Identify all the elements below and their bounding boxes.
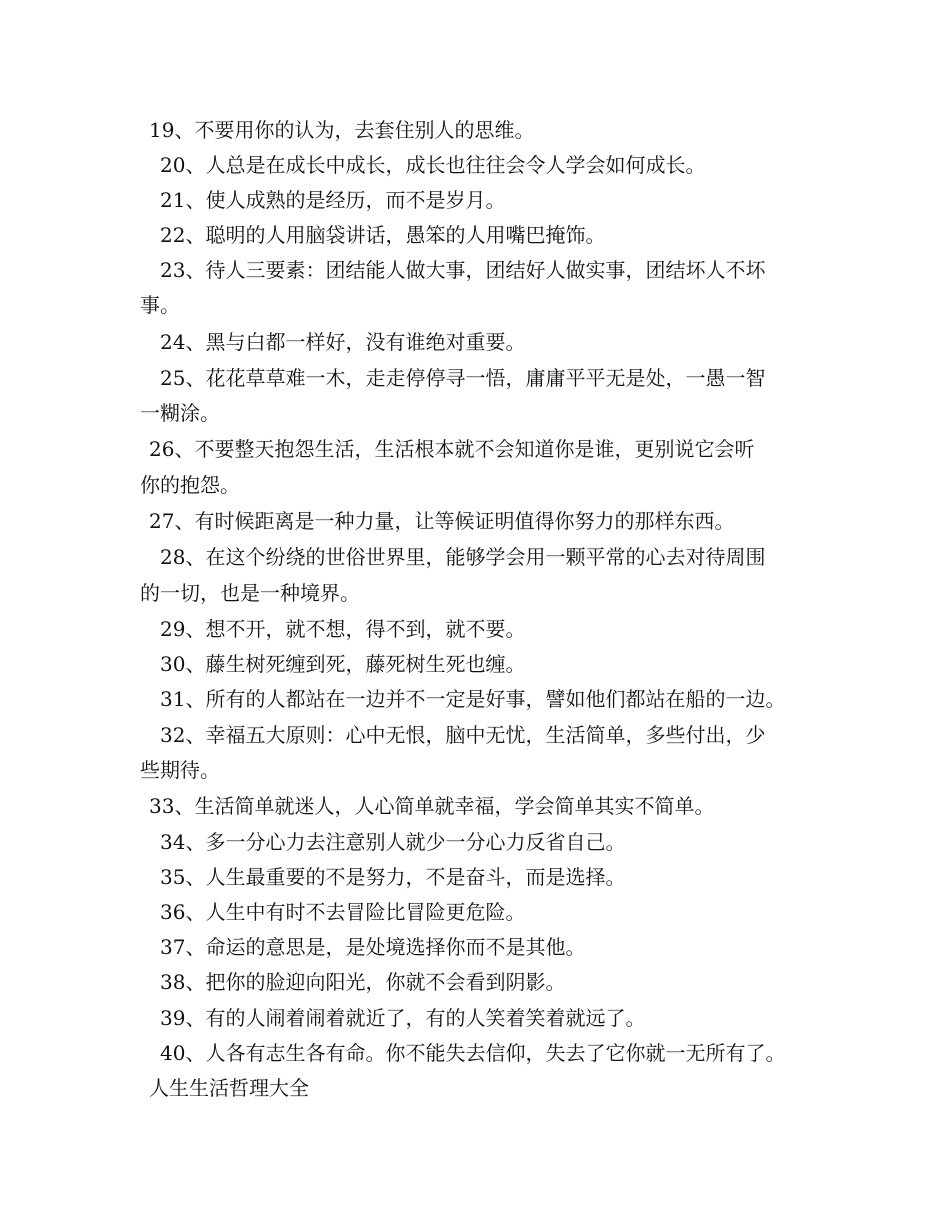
text-line: 29、想不开，就不想，得不到，就不要。 — [160, 617, 526, 641]
text-line: 25、花花草草难一木，走走停停寻一悟，庸庸平平无是处，一愚一智 — [160, 366, 766, 390]
text-line: 26、不要整天抱怨生活，生活根本就不会知道你是谁，更别说它会听 — [149, 437, 755, 461]
text-line: 37、命运的意思是，是处境选择你而不是其他。 — [160, 935, 586, 959]
text-line: 38、把你的脸迎向阳光，你就不会看到阴影。 — [160, 970, 566, 994]
text-line: 32、幸福五大原则：心中无恨，脑中无忧，生活简单，多些付出，少 — [160, 723, 766, 747]
text-line: 些期待。 — [140, 758, 220, 782]
text-line: 事。 — [140, 293, 180, 317]
document-subtitle: 人生生活哲理大全 — [149, 1076, 309, 1100]
text-line: 40、人各有志生各有命。你不能失去信仰，失去了它你就一无所有了。 — [160, 1041, 786, 1065]
text-line: 23、待人三要素：团结能人做大事，团结好人做实事，团结坏人不坏 — [160, 258, 766, 282]
text-line: 33、生活简单就迷人，人心简单就幸福，学会简单其实不简单。 — [149, 794, 715, 818]
text-line: 21、使人成熟的是经历，而不是岁月。 — [160, 188, 506, 212]
text-line: 20、人总是在成长中成长，成长也往往会令人学会如何成长。 — [160, 153, 706, 177]
text-line: 36、人生中有时不去冒险比冒险更危险。 — [160, 900, 526, 924]
text-line: 24、黑与白都一样好，没有谁绝对重要。 — [160, 330, 526, 354]
text-line: 你的抱怨。 — [140, 473, 240, 497]
text-line: 19、不要用你的认为，去套住别人的思维。 — [149, 118, 535, 142]
text-line: 的一切，也是一种境界。 — [140, 581, 360, 605]
text-line: 30、藤生树死缠到死，藤死树生死也缠。 — [160, 652, 526, 676]
text-line: 39、有的人闹着闹着就近了，有的人笑着笑着就远了。 — [160, 1006, 646, 1030]
text-line: 一糊涂。 — [140, 401, 220, 425]
text-line: 31、所有的人都站在一边并不一定是好事，譬如他们都站在船的一边。 — [160, 687, 786, 711]
text-line: 35、人生最重要的不是努力，不是奋斗，而是选择。 — [160, 865, 626, 889]
text-line: 22、聪明的人用脑袋讲话，愚笨的人用嘴巴掩饰。 — [160, 223, 606, 247]
text-line: 28、在这个纷绕的世俗世界里，能够学会用一颗平常的心去对待周围 — [160, 545, 766, 569]
text-line: 34、多一分心力去注意别人就少一分心力反省自己。 — [160, 830, 626, 854]
text-line: 27、有时候距离是一种力量，让等候证明值得你努力的那样东西。 — [149, 509, 735, 533]
